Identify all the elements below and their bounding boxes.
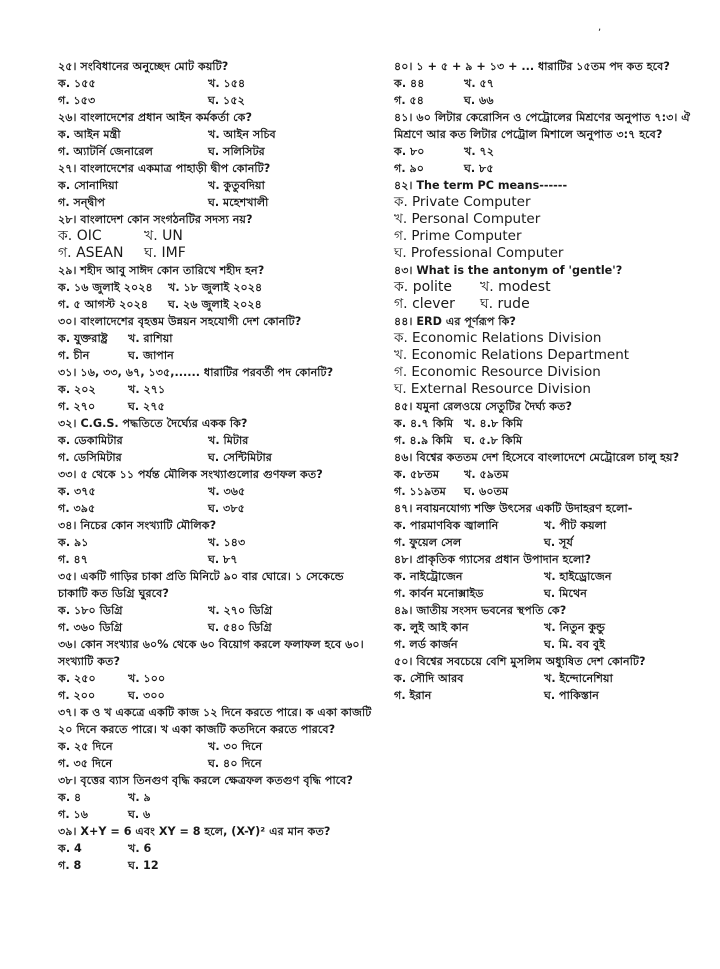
option: খ. কুতুবদিয়া <box>208 179 265 192</box>
option-row <box>394 466 694 483</box>
question-text: ৩০। বাংলাদেশের বৃহত্তম উন্নয়ন সহযোগী দেশ কোনটি? <box>58 315 302 328</box>
option: ক. ১৬ জুলাই ২০২৪ <box>58 281 153 294</box>
option-row <box>394 75 694 92</box>
option: খ. ১৪৩ <box>208 536 246 549</box>
option: ক. ২০২ <box>58 383 96 396</box>
option: ক. Private Computer <box>394 194 531 210</box>
option: গ. ASEAN <box>58 245 124 261</box>
option: খ. ৫৭ <box>464 77 495 90</box>
option: গ. ইরান <box>394 689 432 702</box>
option: গ. ৩৯৫ <box>58 502 96 515</box>
question-block <box>58 415 376 466</box>
option-row <box>394 619 694 636</box>
option: ক. আইন মন্ত্রী <box>58 128 121 141</box>
option: গ. চীন <box>58 349 90 362</box>
option: ঘ. ৬৬ <box>464 94 494 107</box>
question-text: ৪৩। What is the antonym of 'gentle'? <box>394 264 623 277</box>
option: ক. পারমাণবিক জ্বালানি <box>394 519 499 532</box>
option-row <box>58 330 376 347</box>
option-row <box>58 687 376 704</box>
option: গ. ফুয়েল সেল <box>394 536 462 549</box>
option: খ. মিটার <box>208 434 249 447</box>
option: খ. ২৭০ ডিগ্রি <box>208 604 273 617</box>
question-block <box>58 517 376 568</box>
option: ক. ৪ <box>58 791 82 804</box>
question-block <box>58 823 376 874</box>
option: খ. পীট কয়লা <box>544 519 607 532</box>
option: ঘ. সেন্টিমিটার <box>208 451 272 464</box>
option-row <box>394 534 694 551</box>
option: ঘ. মহেশখালী <box>208 196 269 209</box>
left-column <box>58 58 376 874</box>
option: ঘ. মিথেন <box>544 587 587 600</box>
question-block <box>58 568 376 636</box>
question-block <box>58 58 376 109</box>
option: ক. ৪.৭ কিমি <box>394 417 454 430</box>
question-block <box>58 211 376 262</box>
option: ক. Economic Relations Division <box>394 330 602 346</box>
option: গ. কার্বন মনোক্সাইড <box>394 587 484 600</box>
option: ঘ. rude <box>480 296 530 312</box>
question-text: ২৭। বাংলাদেশের একমাত্র পাহাড়ী দ্বীপ কোনটি? <box>58 162 271 175</box>
option: ঘ. ৮৫ <box>464 162 494 175</box>
option-row <box>58 194 376 211</box>
option: গ. সন্দ্বীপ <box>58 196 105 209</box>
option: ক. ৮০ <box>394 145 425 158</box>
option: গ. ২০০ <box>58 689 96 702</box>
question-block <box>394 177 694 262</box>
option: ঘ. ২৭৫ <box>128 400 165 413</box>
option-row <box>58 381 376 398</box>
question-text: ২৫। সংবিধানের অনুচ্ছেদ মোট কয়টি? <box>58 60 229 73</box>
question-text: ৩৫। একটি গাড়ির চাকা প্রতি মিনিটে ৯০ বার ঘোরে। ১ সেকেন্ডে চাকাটি কত ডিগ্রি ঘুরবে? <box>58 570 344 600</box>
option: ঘ. Professional Computer <box>394 245 564 261</box>
option: গ. লর্ড কার্জন <box>394 638 458 651</box>
option-row <box>58 432 376 449</box>
question-text: ৩৯। X+Y = 6 এবং XY = 8 হলে, (X-Y)² এর মান কত? <box>58 825 331 838</box>
question-text: ৩৩। ৫ থেকে ১১ পর্যন্ত মৌলিক সংখ্যাগুলোর গুণফল কত? <box>58 468 323 481</box>
question-block <box>394 58 694 109</box>
question-block <box>58 466 376 517</box>
question-text: ৪২। The term PC means------ <box>394 179 568 192</box>
question-block <box>58 262 376 313</box>
question-block <box>58 160 376 211</box>
question-text: ৩৭। ক ও খ একত্রে একটি কাজ ১২ দিনে করতে পারে। ক একা কাজটি ২০ দিনে করতে পারে। খ একা কাজটি কতদিনে করতে পারবে? <box>58 706 372 736</box>
option: খ. ইন্দোনেশিয়া <box>544 672 613 685</box>
option-row <box>58 75 376 92</box>
option: ক. polite <box>394 279 453 295</box>
option-row <box>394 568 694 585</box>
option-row <box>58 551 376 568</box>
option: খ. ১৮ জুলাই ২০২৪ <box>168 281 263 294</box>
option: ঘ. 12 <box>128 859 159 872</box>
question-block <box>394 500 694 551</box>
option: ঘ. ২৬ জুলাই ২০২৪ <box>168 298 262 311</box>
option: ক. ৫৮তম <box>394 468 440 481</box>
question-text: ৪৮। প্রাকৃতিক গ্যাসের প্রধান উপাদান হলো? <box>394 553 592 566</box>
option-row <box>58 670 376 687</box>
question-block <box>394 551 694 602</box>
option: ক. ২৫ দিনে <box>58 740 113 753</box>
option: খ. ৩০ দিনে <box>208 740 263 753</box>
question-text: ৩৪। নিচের কোন সংখ্যাটি মৌলিক? <box>58 519 217 532</box>
option-row <box>394 296 694 313</box>
option: খ. ৩৬৫ <box>208 485 246 498</box>
option: ক. OIC <box>58 228 102 244</box>
option-row <box>58 143 376 160</box>
question-text: ৩২। C.G.S. পদ্ধতিতে দৈর্ঘ্যের একক কি? <box>58 417 248 430</box>
option: খ. ১০০ <box>128 672 166 685</box>
right-column <box>394 58 694 704</box>
option: ঘ. ৫৪০ ডিগ্রি <box>208 621 272 634</box>
option: ক. ৯১ <box>58 536 89 549</box>
option: খ. ৫৯তম <box>464 468 509 481</box>
option: ক. সোনাদিয়া <box>58 179 118 192</box>
option: খ. 6 <box>128 842 152 855</box>
question-text: ২৯। শহীদ আবু সাঈদ কোন তারিখে শহীদ হন? <box>58 264 265 277</box>
option-row <box>58 126 376 143</box>
option-row <box>58 789 376 806</box>
option: ক. নাইট্রোজেন <box>394 570 463 583</box>
option-row <box>394 585 694 602</box>
question-block <box>394 398 694 449</box>
question-block <box>394 653 694 704</box>
option-row <box>58 602 376 619</box>
option-row <box>58 738 376 755</box>
option-row <box>394 483 694 500</box>
option-row <box>394 160 694 177</box>
question-block <box>58 636 376 704</box>
option: গ. ৪.৯ কিমি <box>394 434 453 447</box>
option: গ. ৫৪ <box>394 94 424 107</box>
question-block <box>58 704 376 772</box>
question-text: ৪৯। জাতীয় সংসদ ভবনের স্থপতি কে? <box>394 604 567 617</box>
option: ক. সৌদি আরব <box>394 672 464 685</box>
option-row <box>58 806 376 823</box>
option: গ. ৩৫ দিনে <box>58 757 113 770</box>
option: খ. রাশিয়া <box>128 332 173 345</box>
option-row <box>58 347 376 364</box>
option: খ. Personal Computer <box>394 211 541 227</box>
option-row <box>394 415 694 432</box>
option: ঘ. ৩০০ <box>128 689 165 702</box>
option: ঘ. ৬০তম <box>464 485 509 498</box>
option-row <box>58 857 376 874</box>
question-text: ২৮। বাংলাদেশ কোন সংগঠনটির সদস্য নয়? <box>58 213 253 226</box>
option: ঘ. ৩৮৫ <box>208 502 245 515</box>
option: ঘ. ৬ <box>128 808 151 821</box>
option-row <box>394 143 694 160</box>
option-row <box>394 517 694 534</box>
option: ক. ১৮০ ডিগ্রি <box>58 604 123 617</box>
option-row <box>394 636 694 653</box>
option: গ. ডেসিমিটার <box>58 451 122 464</box>
option: খ. নিতুন কুন্ডু <box>544 621 606 634</box>
option: খ. আইন সচিব <box>208 128 276 141</box>
option: গ. Prime Computer <box>394 228 522 244</box>
question-text: ৪৭। নবায়নযোগ্য শক্তি উৎসের একটি উদাহরণ হলো- <box>394 502 633 515</box>
option: গ. ৪৭ <box>58 553 89 566</box>
question-text: ৫০। বিশ্বের সবচেয়ে বেশি মুসলিম অধ্যুষিত দেশ কোনটি? <box>394 655 646 668</box>
option: গ. ৩৬০ ডিগ্রি <box>58 621 123 634</box>
option-row <box>58 449 376 466</box>
option: ক. ১৫৫ <box>58 77 96 90</box>
option: ঘ. ৫.৮ কিমি <box>464 434 523 447</box>
option: গ. ১৫৩ <box>58 94 96 107</box>
option: গ. Economic Resource Division <box>394 364 601 380</box>
question-text: ৪১। ৬০ লিটার কেরোসিন ও পেট্রোলের মিশ্রণের অনুপাত ৭:৩। ঐ মিশ্রণে আর কত লিটার পেট্রোল মিশালে অনুপাত ৩:৭ হবে? <box>394 111 691 141</box>
option: খ. UN <box>144 228 183 244</box>
option-row <box>58 245 376 262</box>
option: গ. 8 <box>58 859 82 872</box>
option: খ. ৪.৮ কিমি <box>464 417 523 430</box>
question-block <box>394 449 694 500</box>
question-block <box>394 313 694 398</box>
question-text: ৪৬। বিশ্বের কততম দেশ হিসেবে বাংলাদেশে মেট্রোরেল চালু হয়? <box>394 451 680 464</box>
option-row <box>58 398 376 415</box>
option: ঘ. ১৫২ <box>208 94 245 107</box>
option-row <box>58 500 376 517</box>
option-row <box>58 483 376 500</box>
option: গ. clever <box>394 296 455 312</box>
option: ঘ. সলিসিটর <box>208 145 265 158</box>
question-text: ৪০। ১ + ৫ + ৯ + ১৩ + ... ধারাটির ১৫তম পদ কত হবে? <box>394 60 670 73</box>
option: ক. 4 <box>58 842 82 855</box>
option: ক. ২৫০ <box>58 672 96 685</box>
option-row <box>58 534 376 551</box>
option-row <box>394 670 694 687</box>
option: ক. যুক্তরাষ্ট্র <box>58 332 108 345</box>
question-text: ৪৪। ERD এর পূর্ণরূপ কি? <box>394 315 516 328</box>
question-block <box>58 364 376 415</box>
option-row <box>58 92 376 109</box>
option-row <box>58 840 376 857</box>
option: ঘ. External Resource Division <box>394 381 591 397</box>
option-row <box>58 228 376 245</box>
option: ঘ. মি. বব বুই <box>544 638 606 651</box>
option: ঘ. জাপান <box>128 349 174 362</box>
option: ঘ. ৪০ দিনে <box>208 757 262 770</box>
option-row <box>58 755 376 772</box>
option: গ. ২৭০ <box>58 400 96 413</box>
option: ক. লুই আই কান <box>394 621 469 634</box>
option-row <box>394 92 694 109</box>
option: খ. ৭২ <box>464 145 495 158</box>
option-row <box>394 279 694 296</box>
option: ঘ. ৮৭ <box>208 553 238 566</box>
question-block <box>58 313 376 364</box>
option: ঘ. সূর্য <box>544 536 573 549</box>
option: খ. modest <box>480 279 551 295</box>
question-text: ৩৮। বৃত্তের ব্যাস তিনগুণ বৃদ্ধি করলে ক্ষেত্রফল কতগুণ বৃদ্ধি পাবে? <box>58 774 353 787</box>
option: ক. ৩৭৫ <box>58 485 96 498</box>
option: গ. ৫ আগস্ট ২০২৪ <box>58 298 149 311</box>
option-row <box>394 687 694 704</box>
option-row <box>394 432 694 449</box>
option: ক. ডেকামিটার <box>58 434 123 447</box>
question-block <box>394 602 694 653</box>
question-text: ৩৬। কোন সংখ্যার ৬০% থেকে ৬০ বিয়োগ করলে ফলাফল হবে ৬০। সংখ্যাটি কত? <box>58 638 364 668</box>
question-text: ৩১। ১৬, ৩৩, ৬৭, ১৩৫,...... ধারাটির পরবর্তী পদ কোনটি? <box>58 366 334 379</box>
question-text: ৪৫। যমুনা রেলওয়ে সেতুটির দৈর্ঘ্য কত? <box>394 400 572 413</box>
option: ঘ. IMF <box>144 245 186 261</box>
question-block <box>58 772 376 823</box>
corner-mark: , <box>598 22 602 33</box>
option: খ. Economic Relations Department <box>394 347 630 363</box>
option-row <box>58 279 376 296</box>
question-block <box>394 109 694 177</box>
question-text: ২৬। বাংলাদেশের প্রধান আইন কর্মকর্তা কে? <box>58 111 252 124</box>
option: খ. হাইড্রোজেন <box>544 570 612 583</box>
option: খ. ১৫৪ <box>208 77 246 90</box>
option: গ. ১১৯তম <box>394 485 446 498</box>
option: গ. ৯০ <box>394 162 425 175</box>
option: খ. ৯ <box>128 791 151 804</box>
option: ঘ. পাকিস্তান <box>544 689 599 702</box>
option: খ. ২৭১ <box>128 383 166 396</box>
question-block <box>394 262 694 313</box>
option: গ. ১৬ <box>58 808 89 821</box>
option-row <box>58 619 376 636</box>
option: ক. ৪৪ <box>394 77 425 90</box>
option: গ. অ্যাটর্নি জেনারেল <box>58 145 153 158</box>
option-row <box>58 296 376 313</box>
option-row <box>58 177 376 194</box>
question-block <box>58 109 376 160</box>
